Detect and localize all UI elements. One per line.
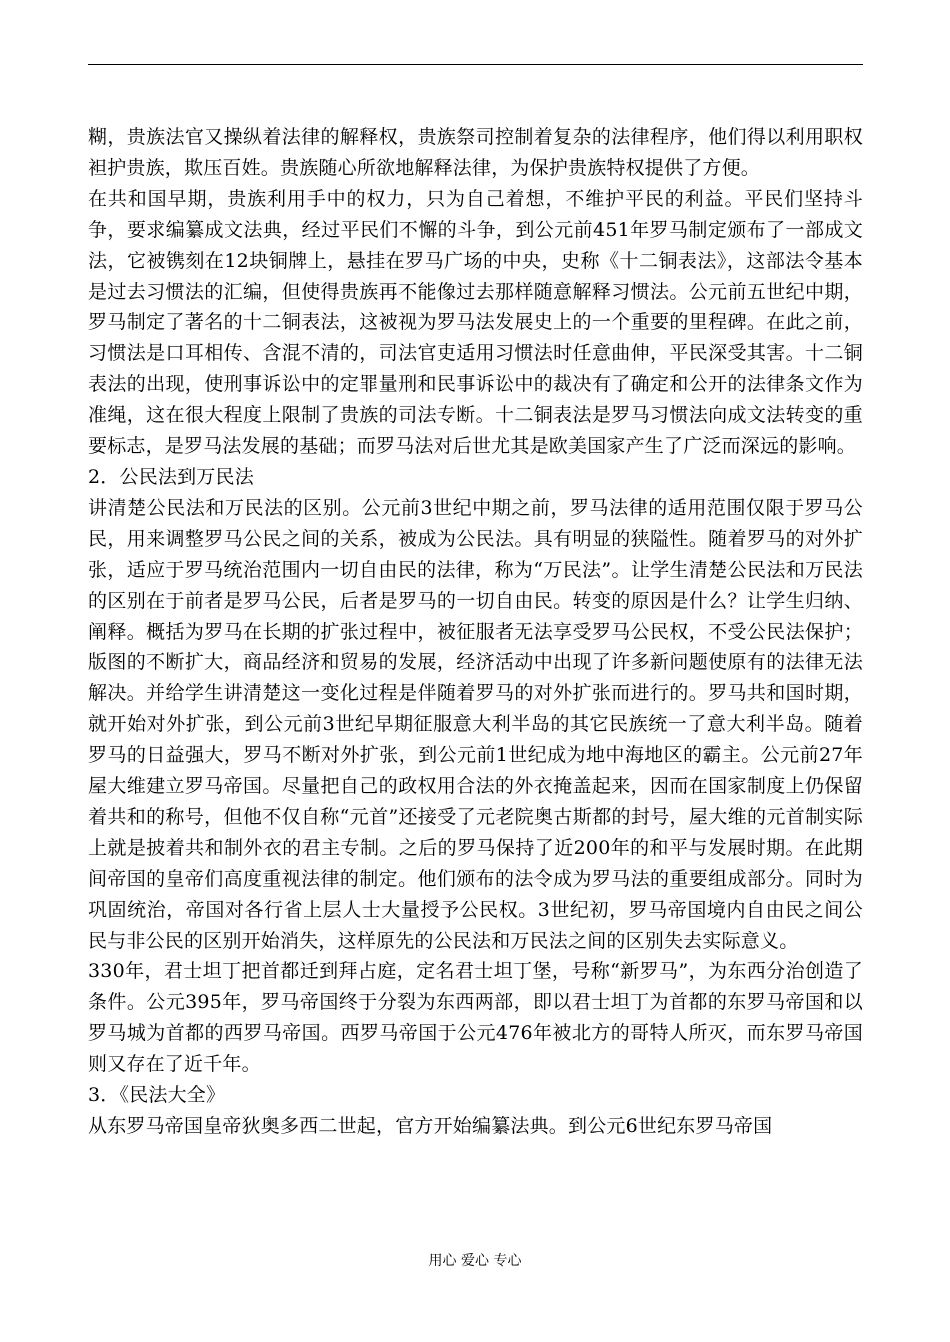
paragraph-codification: 从东罗马帝国皇帝狄奥多西二世起，官方开始编纂法典。到公元6世纪东罗马帝国 <box>88 1115 773 1137</box>
paragraph-continuation: 糊，贵族法官又操纵着法律的解释权，贵族祭司控制着复杂的法律程序，他们得以利用职权袒护贵族，欺压百姓。贵族随心所欲地解释法律，为保护贵族特权提供了方便。 <box>88 126 863 179</box>
document-body <box>88 122 863 1142</box>
header-rule <box>88 64 863 65</box>
paragraph-civil-law: 讲清楚公民法和万民法的区别。公元前3世纪中期之前，罗马法律的适用范围仅限于罗马公民，用来调整罗马公民之间的关系，被成为公民法。具有明显的狭隘性。随着罗马的对外扩张，适应于罗马统治范围内一切自由民的法律，称为“万民法”。让学生清楚公民法和万民法的区别在于前者是罗马公民，后者是罗马的一切自由民。转变的原因是什么？让学生归纳、阐释。概括为罗马在长期的扩张过程中，被征服者无法享受罗马公民权，不受公民法保护；版图的不断扩大，商品经济和贸易的发展，经济活动中出现了许多新问题使原有的法律无法解决。并给学生讲清楚这一变化过程是伴随着罗马的对外扩张而进行的。罗马共和国时期，就开始对外扩张，到公元前3世纪早期征服意大利半岛的其它民族统一了意大利半岛。随着罗马的日益强大，罗马不断对外扩张，到公元前1世纪成为地中海地区的霸主。公元前27年屋大维建立罗马帝国。尽量把自己的政权用合法的外衣掩盖起来，因而在国家制度上仍保留着共和的称号，但他不仅自称“元首”还接受了元老院奥古斯都的封号，屋大维的元首制实际上就是披着共和制外衣的君主专制。之后的罗马保持了近200年的和平与发展时期。在此期间帝国的皇帝们高度重视法律的制定。他们颁布的法令成为罗马法的重要组成部分。同时为巩固统治，帝国对各行省上层人士大量授予公民权。3世纪初，罗马帝国境内自由民之间公民与非公民的区别开始消失，这样原先的公民法和万民法之间的区别失去实际意义。 <box>88 496 863 952</box>
section-heading-2: 2．公民法到万民法 <box>88 465 254 488</box>
section-heading-3: 3．《民法大全》 <box>88 1084 226 1107</box>
paragraph-twelve-tables: 在共和国早期，贵族利用手中的权力，只为自己着想，不维护平民的利益。平民们坚持斗争，要求编纂成文法典，经过平民们不懈的斗争，到公元前451年罗马制定颁布了一部成文法，它被镌刻在12块铜牌上，悬挂在罗马广场的中央，史称《十二铜表法》，这部法令基本是过去习惯法的汇编，但使得贵族再不能像过去那样随意解释习惯法。公元前五世纪中期，罗马制定了著名的十二铜表法，这被视为罗马法发展史上的一个重要的里程碑。在此之前，习惯法是口耳相传、含混不清的，司法官吏适用习惯法时任意曲伸，平民深受其害。十二铜表法的出现，使刑事诉讼中的定罪量刑和民事诉讼中的裁决有了确定和公开的法律条文作为准绳，这在很大程度上限制了贵族的司法专断。十二铜表法是罗马习惯法向成文法转变的重要标志，是罗马法发展的基础；而罗马法对后世尤其是欧美国家产生了广泛而深远的影响。 <box>88 187 863 458</box>
page-footer: 用心 爱心 专心 <box>428 1253 522 1269</box>
paragraph-constantinople: 330年，君士坦丁把首都迁到拜占庭，定名君士坦丁堡，号称“新罗马”，为东西分治创造了条件。公元395年，罗马帝国终于分裂为东西两部，即以君士坦丁为首都的东罗马帝国和以罗马城为首都的西罗马帝国。西罗马帝国于公元476年被北方的哥特人所灭，而东罗马帝国则又存在了近千年。 <box>88 960 863 1076</box>
